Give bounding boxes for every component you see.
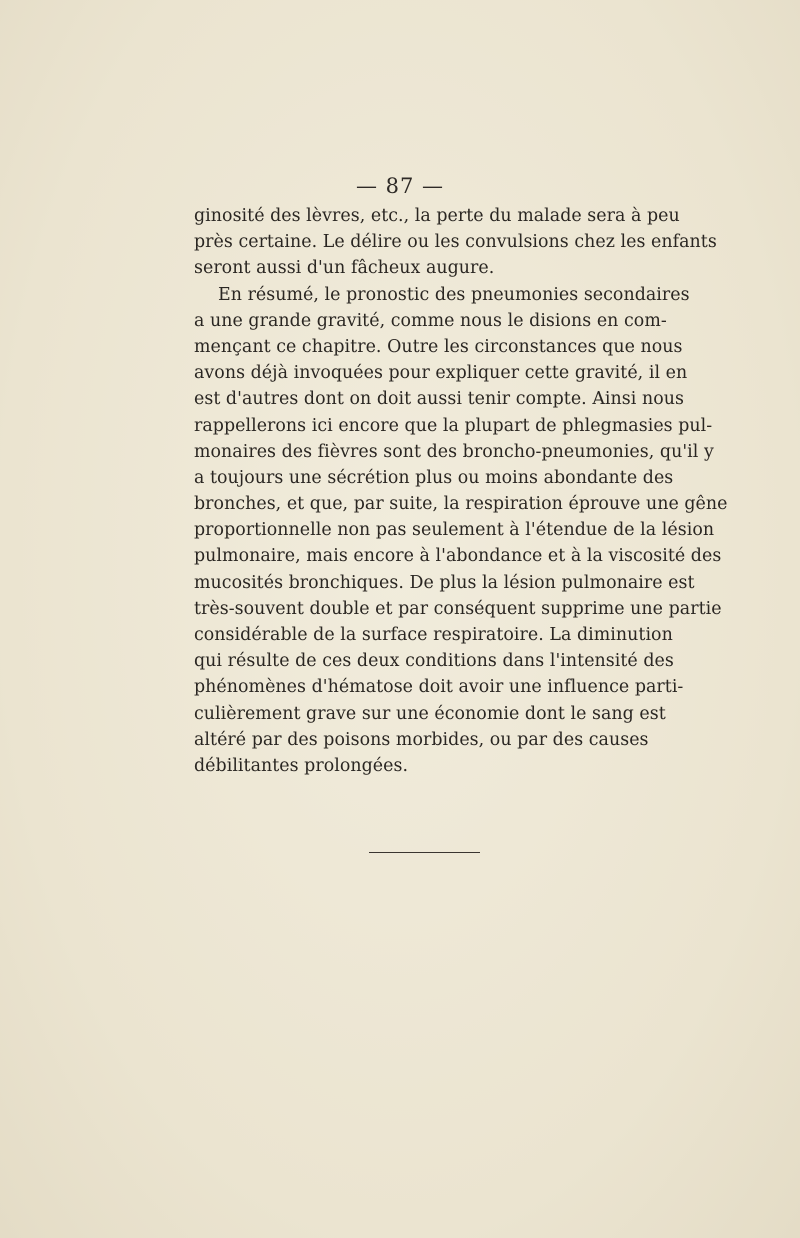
text-line: culièrement grave sur une économie dont le sang est: [194, 703, 666, 724]
text-line: proportionnelle non pas seulement à l'étendue de la lésion: [194, 520, 715, 541]
text-line: a une grande gravité, comme nous le disions en com-: [194, 310, 667, 331]
text-line: monaires des fièvres sont des broncho-pneumonies, qu'il y: [194, 441, 714, 462]
text-line: ginosité des lèvres, etc., la perte du malade sera à peu: [194, 206, 680, 226]
text-line: mençant ce chapitre. Outre les circonstances que nous: [194, 336, 683, 357]
text-line: altéré par des poisons morbides, ou par des causes: [194, 729, 649, 750]
text-line: débilitantes prolongées.: [194, 755, 409, 776]
text-line: pulmonaire, mais encore à l'abondance et à la viscosité des: [194, 546, 722, 567]
section-divider: [369, 852, 480, 853]
text-line: près certaine. Le délire ou les convulsions chez les enfants: [194, 232, 717, 253]
text-line: considérable de la surface respiratoire. La diminution: [194, 625, 673, 645]
text-line: qui résulte de ces deux conditions dans l'intensité des: [194, 651, 674, 672]
text-line: mucosités bronchiques. De plus la lésion pulmonaire est: [194, 572, 695, 593]
text-line: seront aussi d'un fâcheux augure.: [194, 258, 495, 279]
text-line: bronches, et que, par suite, la respiration éprouve une gêne: [194, 494, 728, 515]
page-number: — 87 —: [355, 174, 445, 198]
text-line: très-souvent double et par conséquent supprime une partie: [194, 598, 722, 619]
text-line: avons déjà invoquées pour expliquer cette gravité, il en: [194, 363, 688, 384]
body-text: [194, 203, 728, 779]
text-line: En résumé, le pronostic des pneumonies secondaires: [218, 284, 690, 305]
text-line: phénomènes d'hématose doit avoir une influence parti-: [194, 677, 684, 698]
text-line: rappellerons ici encore que la plupart de phlegmasies pul-: [194, 415, 713, 436]
text-line: a toujours une sécrétion plus ou moins abondante des: [194, 467, 674, 488]
text-line: est d'autres dont on doit aussi tenir compte. Ainsi nous: [194, 389, 684, 410]
